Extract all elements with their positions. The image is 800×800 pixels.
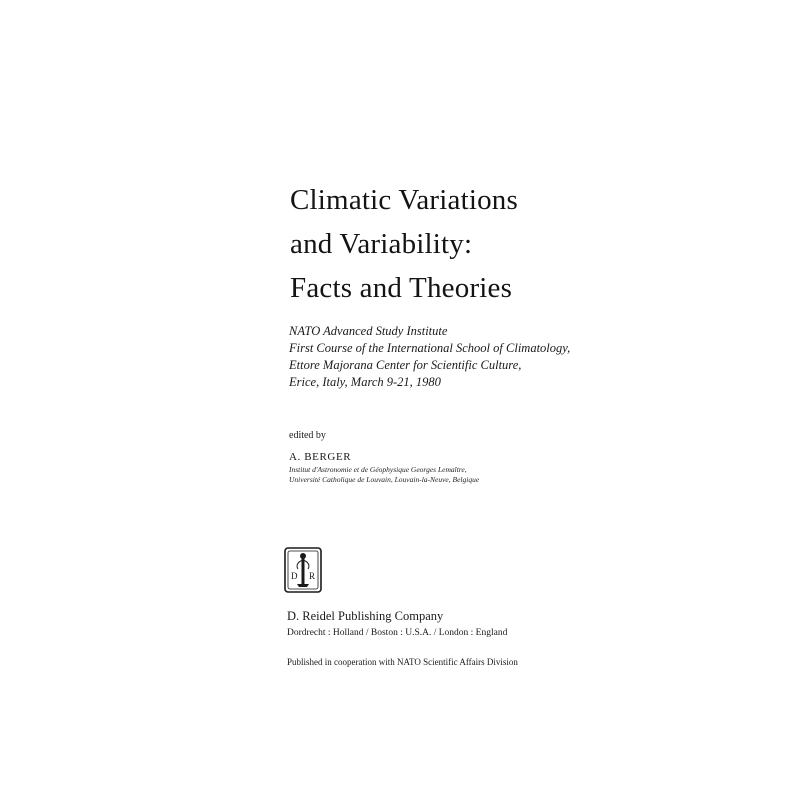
publisher-monogram-icon: [283, 546, 323, 594]
title-line-2: and Variability:: [290, 228, 473, 260]
title-line-3: Facts and Theories: [290, 272, 513, 304]
conference-subtitle: [289, 323, 759, 391]
affiliation-line-1: Institut d'Astronomie et de Géophysique Georges Lemaître,: [289, 465, 467, 474]
cooperation-note: Published in cooperation with NATO Scientific Affairs Division: [287, 657, 518, 667]
publisher-name: D. Reidel Publishing Company: [287, 609, 444, 623]
editor-name: A. BERGER: [289, 451, 352, 463]
logo-letter-d: D: [291, 571, 298, 581]
editor-affiliation: [289, 465, 589, 485]
logo-letter-r: R: [309, 571, 316, 581]
publisher-cities: Dordrecht : Holland / Boston : U.S.A. / London : England: [287, 628, 508, 638]
affiliation-line-2: Université Catholique de Louvain, Louvain-la-Neuve, Belgique: [289, 475, 480, 484]
subtitle-line-2: First Course of the International School of Climatology,: [289, 341, 571, 355]
book-title: [290, 178, 750, 310]
title-line-1: Climatic Variations: [290, 184, 518, 216]
subtitle-line-4: Erice, Italy, March 9-21, 1980: [289, 375, 441, 389]
subtitle-line-3: Ettore Majorana Center for Scientific Culture,: [289, 358, 522, 372]
edited-by-label: edited by: [289, 430, 326, 441]
subtitle-line-1: NATO Advanced Study Institute: [289, 324, 448, 338]
